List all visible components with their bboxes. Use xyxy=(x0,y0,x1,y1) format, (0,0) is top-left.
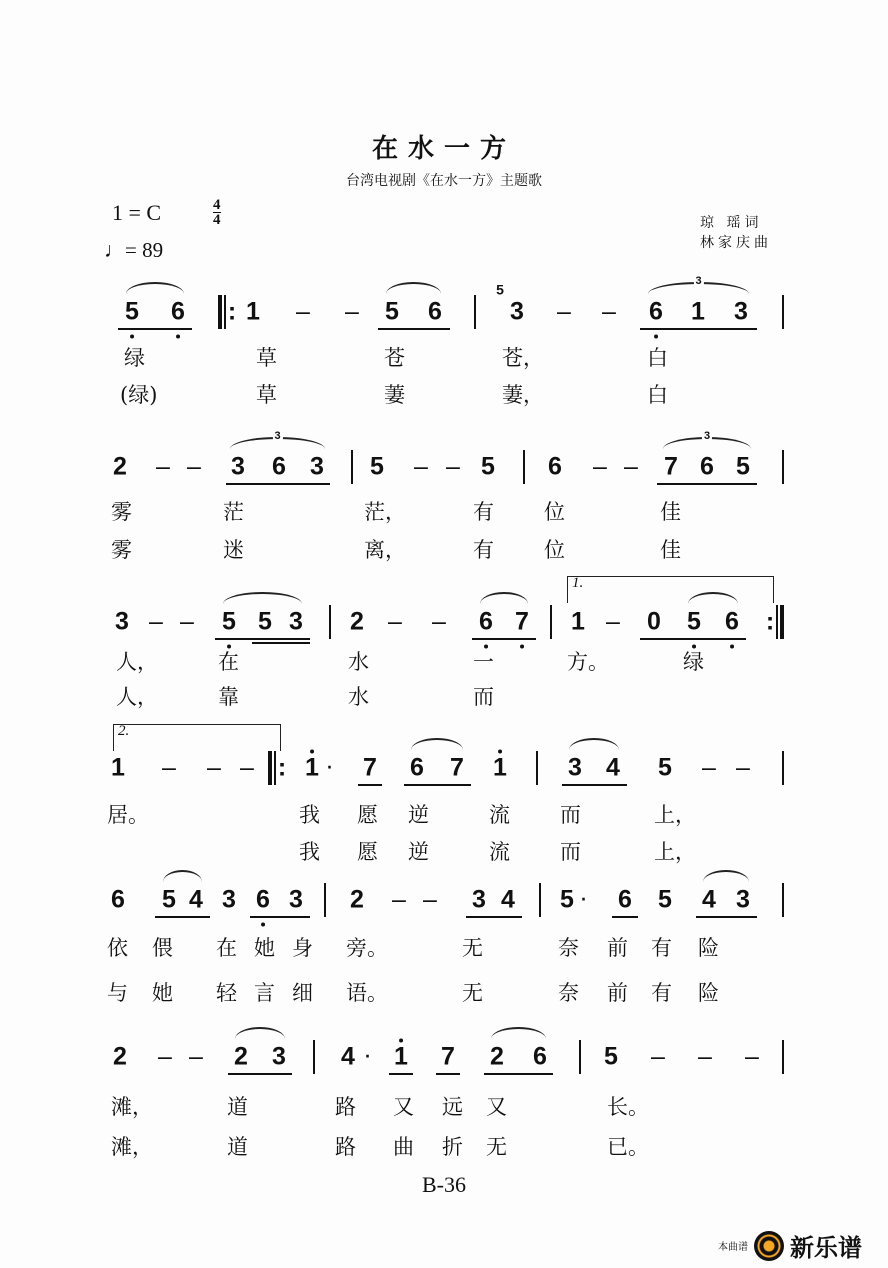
barline xyxy=(329,605,331,639)
barline xyxy=(782,450,784,484)
watermark-brand: 新乐谱 xyxy=(790,1234,862,1262)
note-dash: – xyxy=(432,607,446,636)
barline xyxy=(539,883,541,917)
slur xyxy=(126,282,184,294)
lyric-char: 险 xyxy=(698,981,719,1005)
lyric-char: 路 xyxy=(335,1095,356,1119)
volta-first-ending xyxy=(567,576,774,603)
slur xyxy=(386,282,441,294)
underline-beam xyxy=(640,328,757,330)
lyric-char: 曲 xyxy=(393,1135,414,1159)
barline xyxy=(782,751,784,785)
underline-beam xyxy=(118,328,192,330)
lyric-char: 折 xyxy=(442,1135,463,1159)
lyric-char: 道 xyxy=(227,1135,248,1159)
note: 6 xyxy=(410,753,424,782)
note: 5 xyxy=(222,607,236,636)
lyric-char: 逆 xyxy=(408,803,429,827)
augmentation-dot: · xyxy=(365,1046,371,1067)
underline-beam xyxy=(612,916,638,918)
underline-beam xyxy=(404,784,471,786)
note: 2 xyxy=(490,1042,504,1071)
lyric-char: 无 xyxy=(486,1135,507,1159)
lyric-char: 茫， xyxy=(364,500,406,524)
repeat-colon: : xyxy=(227,297,237,326)
note: 6 xyxy=(618,885,632,914)
note: 3 xyxy=(310,452,324,481)
note: 1 xyxy=(394,1042,408,1071)
note-dash: – xyxy=(414,452,428,481)
lyric-char: 居。 xyxy=(107,803,149,827)
barline xyxy=(782,883,784,917)
underline-beam xyxy=(484,1073,553,1075)
note: 2 xyxy=(113,452,127,481)
volta-second-ending xyxy=(113,724,281,751)
lyric-char: 前 xyxy=(607,936,628,960)
lyric-char: 苍， xyxy=(502,346,544,370)
lyric-char: 雾 xyxy=(111,500,132,524)
barline xyxy=(536,751,538,785)
note: 5 xyxy=(258,607,272,636)
note: 5 xyxy=(125,297,139,326)
time-signature xyxy=(213,198,221,227)
note: 5 xyxy=(385,297,399,326)
note-dash: – xyxy=(698,1042,712,1071)
lyric-char: 水 xyxy=(348,685,369,709)
underline-beam xyxy=(378,328,450,330)
lyric-char: (绿) xyxy=(120,383,158,407)
underline-beam xyxy=(252,642,310,644)
note: 2 xyxy=(113,1042,127,1071)
note: 3 xyxy=(734,297,748,326)
slur xyxy=(411,738,463,750)
barline xyxy=(776,605,778,639)
lyric-char: 奈 xyxy=(558,936,579,960)
barline xyxy=(351,450,353,484)
note-dash: – xyxy=(557,297,571,326)
note: 1 xyxy=(691,297,705,326)
barline xyxy=(274,751,276,785)
lyric-char: 离， xyxy=(364,538,406,562)
note: 1 xyxy=(111,753,125,782)
underline-beam xyxy=(466,916,522,918)
note: 6 xyxy=(725,607,739,636)
underline-beam xyxy=(389,1073,413,1075)
underline-beam xyxy=(696,916,757,918)
note: 1 xyxy=(305,753,319,782)
note: 3 xyxy=(222,885,236,914)
lyric-char: 佳 xyxy=(660,500,681,524)
time-signature-bottom: 4 xyxy=(213,212,221,228)
lyric-char: 逆 xyxy=(408,840,429,864)
note: 1 xyxy=(246,297,260,326)
note: 7 xyxy=(450,753,464,782)
note-dash: – xyxy=(606,607,620,636)
slur xyxy=(163,870,202,882)
underline-beam xyxy=(228,1073,292,1075)
note: 5 xyxy=(658,885,672,914)
note: 3 xyxy=(510,297,524,326)
note: 3 xyxy=(115,607,129,636)
time-signature-top: 4 xyxy=(213,197,221,213)
lyric-char: 滩， xyxy=(111,1095,153,1119)
note-dash: – xyxy=(602,297,616,326)
underline-beam xyxy=(155,916,210,918)
note: 6 xyxy=(649,297,663,326)
note: 5 xyxy=(658,753,672,782)
lyric-char: 已。 xyxy=(607,1135,649,1159)
lyric-char: 偎 xyxy=(152,936,173,960)
note: 6 xyxy=(111,885,125,914)
note: 6 xyxy=(256,885,270,914)
song-subtitle: 台湾电视剧《在水一方》主题歌 xyxy=(346,173,542,189)
lyric-char: 与 xyxy=(107,981,128,1005)
underline-beam xyxy=(358,784,382,786)
note: 3 xyxy=(231,452,245,481)
lyric-char: 言 xyxy=(254,981,275,1005)
note: 3 xyxy=(289,607,303,636)
lyric-char: 草 xyxy=(256,346,277,370)
repeat-colon: : xyxy=(765,607,775,636)
note: 3 xyxy=(736,885,750,914)
slur xyxy=(223,592,302,604)
note: 7 xyxy=(363,753,377,782)
page-number: B-36 xyxy=(422,1172,466,1197)
lyric-char: 旁。 xyxy=(346,936,388,960)
lyric-char: 愿 xyxy=(357,803,378,827)
note: 4 xyxy=(606,753,620,782)
lyric-char: 白 xyxy=(647,383,668,407)
watermark-prefix: 本曲谱 xyxy=(718,1242,748,1253)
note-dash: – xyxy=(702,753,716,782)
lyric-char: 她 xyxy=(254,936,275,960)
note: 7 xyxy=(515,607,529,636)
lyric-char: 有 xyxy=(473,500,494,524)
lyric-char: 位 xyxy=(544,538,565,562)
note-dash: – xyxy=(240,753,254,782)
slur xyxy=(491,1027,546,1039)
augmentation-dot: · xyxy=(581,889,587,910)
underline-beam xyxy=(250,916,310,918)
lyric-char: 细 xyxy=(292,981,313,1005)
triplet-label: 3 xyxy=(695,275,702,287)
lyric-char: 人， xyxy=(116,650,158,674)
underline-beam xyxy=(226,483,330,485)
slur xyxy=(569,738,619,750)
lyric-char: 身 xyxy=(292,936,313,960)
lyric-char: 长。 xyxy=(607,1095,649,1119)
lyric-char: 茫 xyxy=(223,500,244,524)
note-dash: – xyxy=(187,452,201,481)
note-dash: – xyxy=(736,753,750,782)
note-dash: – xyxy=(593,452,607,481)
barline xyxy=(474,295,476,329)
note: 6 xyxy=(533,1042,547,1071)
lyric-char: 我 xyxy=(299,840,320,864)
note: 6 xyxy=(700,452,714,481)
note: 5 xyxy=(560,885,574,914)
lyric-char: 一 xyxy=(473,650,494,674)
lyric-char: 迷 xyxy=(223,538,244,562)
song-title: 在水一方 xyxy=(371,134,516,164)
lyric-char: 上， xyxy=(654,840,696,864)
lyric-char: 险 xyxy=(698,936,719,960)
note-dash: – xyxy=(446,452,460,481)
lyric-char: 语。 xyxy=(346,981,388,1005)
lyricist-credit: 琼 瑶词 xyxy=(700,215,763,231)
lyric-char: 白 xyxy=(647,346,668,370)
note: 6 xyxy=(171,297,185,326)
barline xyxy=(218,295,222,329)
slur xyxy=(235,1027,285,1039)
note: 3 xyxy=(472,885,486,914)
composer-credit: 林家庆曲 xyxy=(700,235,772,251)
lyric-char: 愿 xyxy=(357,840,378,864)
note-dash: – xyxy=(651,1042,665,1071)
lyric-char: 无 xyxy=(462,936,483,960)
note: 6 xyxy=(548,452,562,481)
lyric-char: 上， xyxy=(654,803,696,827)
lyric-char: 绿 xyxy=(124,346,145,370)
lyric-char: 方。 xyxy=(567,650,609,674)
note-dash: – xyxy=(189,1042,203,1071)
lyric-char: 在 xyxy=(218,650,239,674)
barline xyxy=(313,1040,315,1074)
note: 2 xyxy=(234,1042,248,1071)
note: 6 xyxy=(479,607,493,636)
note: 5 xyxy=(736,452,750,481)
barline xyxy=(523,450,525,484)
repeat-colon: : xyxy=(277,753,287,782)
lyric-char: 前 xyxy=(607,981,628,1005)
note: 4 xyxy=(501,885,515,914)
note: 0 xyxy=(647,607,661,636)
lyric-char: 她 xyxy=(152,981,173,1005)
note-dash: – xyxy=(745,1042,759,1071)
lyric-char: 靠 xyxy=(218,685,239,709)
note: 3 xyxy=(272,1042,286,1071)
barline xyxy=(268,751,272,785)
barline xyxy=(782,1040,784,1074)
note: 5 xyxy=(604,1042,618,1071)
lyric-char: 依 xyxy=(107,936,128,960)
note: 5 xyxy=(481,452,495,481)
note-dash: – xyxy=(158,1042,172,1071)
lyric-char: 轻 xyxy=(216,981,237,1005)
grace-note: 5 xyxy=(496,281,504,298)
note: 1 xyxy=(493,753,507,782)
underline-beam xyxy=(640,638,746,640)
barline xyxy=(550,605,552,639)
lyric-char: 滩， xyxy=(111,1135,153,1159)
lyric-char: 我 xyxy=(299,803,320,827)
lyric-char: 无 xyxy=(462,981,483,1005)
key-signature: 1 = C xyxy=(112,200,162,225)
lyric-char: 苍 xyxy=(384,346,405,370)
underline-beam xyxy=(436,1073,460,1075)
note: 1 xyxy=(571,607,585,636)
note: 3 xyxy=(289,885,303,914)
lyric-char: 位 xyxy=(544,500,565,524)
lyric-char: 人， xyxy=(116,685,158,709)
triplet-label: 3 xyxy=(703,430,711,442)
note-dash: – xyxy=(149,607,163,636)
watermark xyxy=(718,1228,862,1263)
note-dash: – xyxy=(296,297,310,326)
lyric-char: 奈 xyxy=(558,981,579,1005)
note-dash: – xyxy=(624,452,638,481)
vinyl-disc-icon xyxy=(754,1231,784,1261)
lyric-char: 有 xyxy=(473,538,494,562)
barline xyxy=(224,295,226,329)
note: 6 xyxy=(272,452,286,481)
lyric-char: 而 xyxy=(560,840,581,864)
volta-label: 2. xyxy=(118,723,130,739)
note-dash: – xyxy=(180,607,194,636)
underline-beam xyxy=(562,784,627,786)
note-dash: – xyxy=(392,885,406,914)
lyric-char: 路 xyxy=(335,1135,356,1159)
lyric-char: 雾 xyxy=(111,538,132,562)
note: 5 xyxy=(370,452,384,481)
note-dash: – xyxy=(156,452,170,481)
lyric-char: 而 xyxy=(473,685,494,709)
lyric-char: 又 xyxy=(486,1095,507,1119)
lyric-char: 有 xyxy=(651,936,672,960)
lyric-char: 水 xyxy=(348,650,369,674)
note-dash: – xyxy=(207,753,221,782)
lyric-char: 有 xyxy=(651,981,672,1005)
note: 7 xyxy=(441,1042,455,1071)
note: 7 xyxy=(664,452,678,481)
note-dash: – xyxy=(162,753,176,782)
tempo-marking: ♩= 89 xyxy=(104,238,164,262)
note: 5 xyxy=(162,885,176,914)
underline-beam xyxy=(472,638,536,640)
note: 5 xyxy=(687,607,701,636)
underline-beam xyxy=(215,638,310,640)
lyric-char: 又 xyxy=(393,1095,414,1119)
lyric-char: 草 xyxy=(256,383,277,407)
lyric-char: 佳 xyxy=(660,538,681,562)
lyric-char: 流 xyxy=(489,803,510,827)
lyric-char: 萋 xyxy=(384,383,405,407)
lyric-char: 绿 xyxy=(683,650,704,674)
note-dash: – xyxy=(388,607,402,636)
lyric-char: 流 xyxy=(489,840,510,864)
note: 3 xyxy=(568,753,582,782)
lyric-char: 萋， xyxy=(502,383,544,407)
note: 2 xyxy=(350,607,364,636)
volta-label: 1. xyxy=(572,575,584,591)
note: 4 xyxy=(341,1042,355,1071)
note: 4 xyxy=(702,885,716,914)
underline-beam xyxy=(657,483,757,485)
lyric-char: 而 xyxy=(560,803,581,827)
barline xyxy=(782,295,784,329)
lyric-char: 远 xyxy=(442,1095,463,1119)
augmentation-dot: · xyxy=(327,757,333,778)
slur xyxy=(703,870,749,882)
note: 2 xyxy=(350,885,364,914)
lyric-char: 道 xyxy=(227,1095,248,1119)
barline xyxy=(324,883,326,917)
barline xyxy=(780,605,784,639)
note-dash: – xyxy=(423,885,437,914)
barline xyxy=(579,1040,581,1074)
lyric-char: 在 xyxy=(216,936,237,960)
triplet-label: 3 xyxy=(274,430,281,442)
note: 4 xyxy=(189,885,203,914)
slur xyxy=(480,592,528,604)
note: 6 xyxy=(428,297,442,326)
note-dash: – xyxy=(345,297,359,326)
